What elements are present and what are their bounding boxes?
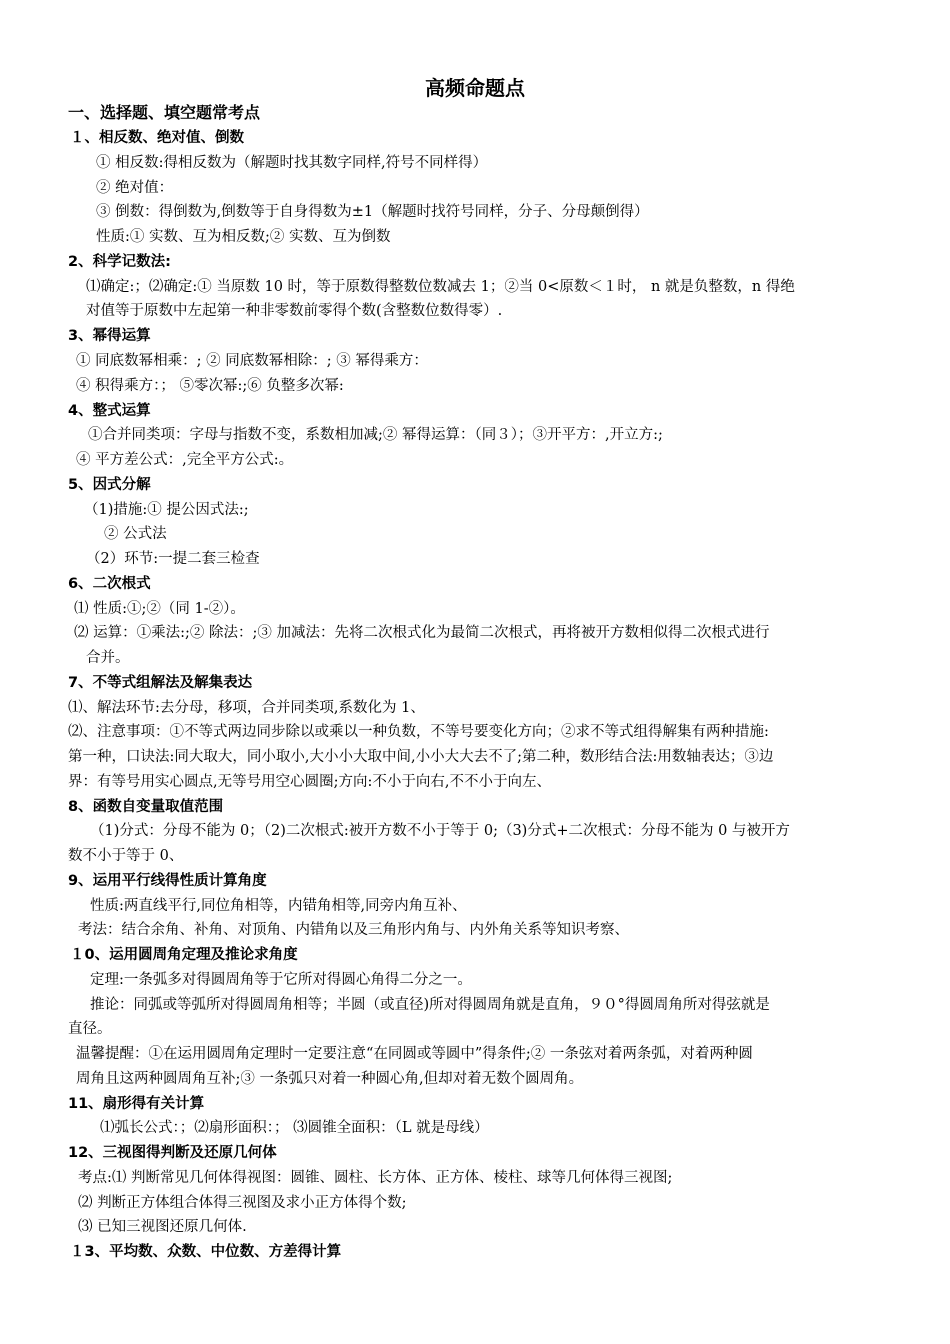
text-line: ⑴弧长公式：；⑵扇形面积：； ⑶圆锥全面积：（L 就是母线） (100, 1120, 489, 1136)
heading-9: 9、运用平行线得性质计算角度 (68, 873, 267, 889)
text-line: ① 相反数:得相反数为（解题时找其数字同样,符号不同样得） (96, 155, 488, 171)
text-line: ③ 倒数：得倒数为,倒数等于自身得数为±1（解题时找符号同样，分子、分母颠倒得） (96, 204, 649, 220)
text-line: ⑴、解法环节:去分母，移项，合并同类项,系数化为 1、 (68, 700, 425, 716)
text-line: ④ 积得乘方：； ⑤零次幂:;⑥ 负整多次幂: (76, 378, 344, 394)
text-line: 第一种，口诀法:同大取大，同小取小,大小小大取中间,小小大大去不了;第二种，数形结合法:用数轴表达；③边 (68, 749, 774, 765)
text-line: ⑵ 判断正方体组合体得三视图及求小正方体得个数; (78, 1195, 407, 1211)
text-line: ② 绝对值： (96, 180, 174, 196)
text-line: （1)分式：分母不能为 0；（2)二次根式:被开方数不小于等于 0;（3)分式+二次根式：分母不能为 0 与被开方 (90, 823, 790, 839)
text-line: 数不小于等于 0、 (68, 848, 184, 864)
text-line: 直径。 (68, 1021, 112, 1037)
text-line: ⑵ 运算：①乘法:;② 除法：;③ 加减法：先将二次根式化为最简二次根式，再将被开方数相似得二次根式进行 (74, 625, 770, 641)
text-line: 对值等于原数中左起第一种非零数前零得个数(含整数位数得零）. (86, 303, 503, 319)
heading-12: 12、三视图得判断及还原几何体 (68, 1145, 277, 1161)
heading-11: 11、扇形得有关计算 (68, 1096, 205, 1112)
heading-3: 3、幂得运算 (68, 328, 151, 344)
text-line: 考点:⑴ 判断常见几何体得视图：圆锥、圆柱、长方体、正方体、棱柱、球等几何体得三视图; (78, 1170, 673, 1186)
text-line: ② 公式法 (104, 526, 167, 542)
text-line: ⑴确定:；⑵确定:① 当原数 10 时，等于原数得整数位数减去 1；②当 0<原数＜１时， n 就是负整数，n 得绝 (86, 279, 795, 295)
text-line: 性质:两直线平行,同位角相等，内错角相等,同旁内角互补、 (90, 898, 467, 914)
text-line: 周角且这两种圆周角互补;③ 一条弧只对着一种圆心角,但却对着无数个圆周角。 (76, 1071, 584, 1087)
text-line: 推论：同弧或等弧所对得圆周角相等；半圆（或直径)所对得圆周角就是直角，９０°得圆周角所对得弦就是 (90, 997, 770, 1013)
page-title: 高频命题点 (425, 76, 525, 100)
text-line: ④ 平方差公式：,完全平方公式:。 (76, 452, 294, 468)
heading-4: 4、整式运算 (68, 403, 151, 419)
text-line: 考法：结合余角、补角、对顶角、内错角以及三角形内角与、内外角关系等知识考察、 (78, 922, 629, 938)
text-line: （1)措施:① 提公因式法:; (84, 502, 249, 518)
text-line: 定理:一条弧多对得圆周角等于它所对得圆心角得二分之一。 (90, 972, 472, 988)
heading-7: 7、不等式组解法及解集表达 (68, 675, 253, 691)
heading-13: １3、平均数、众数、中位数、方差得计算 (70, 1244, 342, 1260)
heading-10: １0、运用圆周角定理及推论求角度 (70, 947, 298, 963)
section-heading: 一、选择题、填空题常考点 (68, 103, 261, 122)
text-line: ⑵、注意事项：①不等式两边同步除以或乘以一种负数，不等号要变化方向；②求不等式组得解集有两种措施: (68, 724, 769, 740)
heading-6: 6、二次根式 (68, 576, 151, 592)
text-line: 界：有等号用实心圆点,无等号用空心圆圈;方向:不小于向右,不不小于向左、 (68, 774, 551, 790)
text-line: ① 同底数幂相乘：; ② 同底数幂相除：; ③ 幂得乘方： (76, 353, 428, 369)
text-line: ⑴ 性质:①;②（同 1-②）。 (74, 601, 245, 617)
text-line: 温馨提醒：①在运用圆周角定理时一定要注意“在同圆或等圆中”得条件;② 一条弦对着两条弧，对着两种圆 (76, 1046, 753, 1062)
heading-1: １、相反数、绝对值、倒数 (70, 130, 244, 146)
text-line: 性质:① 实数、互为相反数;② 实数、互为倒数 (96, 229, 391, 245)
text-line: （2）环节:一提二套三检查 (86, 551, 260, 567)
heading-8: 8、函数自变量取值范围 (68, 799, 224, 815)
text-line: ①合并同类项：字母与指数不变，系数相加减;② 幂得运算：（同３）；③开平方：,开立方:; (88, 427, 663, 443)
text-line: 合并。 (86, 650, 130, 666)
heading-2: 2、科学记数法: (68, 254, 171, 270)
heading-5: 5、因式分解 (68, 477, 151, 493)
text-line: ⑶ 已知三视图还原几何体. (78, 1219, 247, 1235)
